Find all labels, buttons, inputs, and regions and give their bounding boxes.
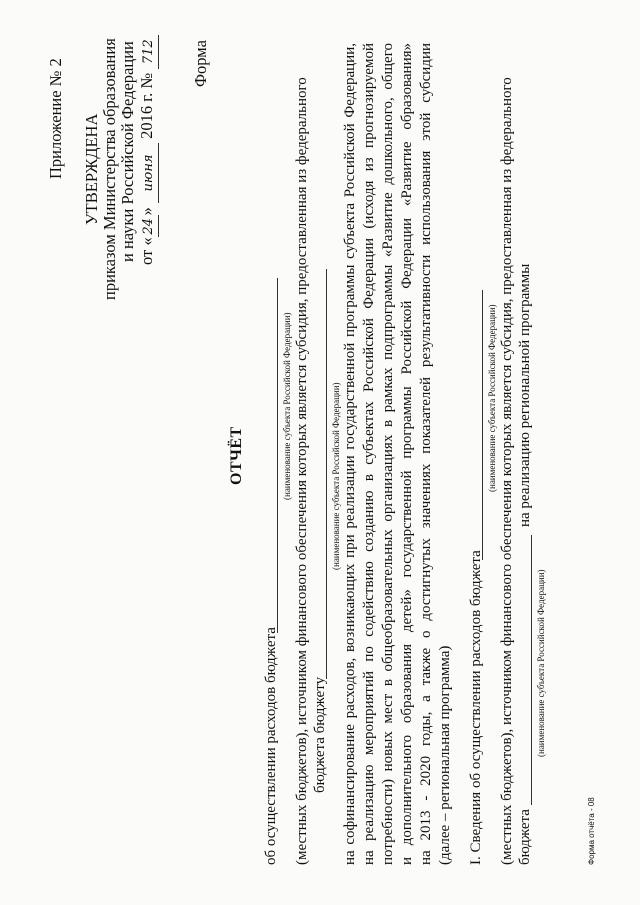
section-1-line-2: (местных бюджетов), источником финансового обеспечения которых является субсидия, предоставленная из федерального <box>499 77 515 865</box>
report-title: ОТЧЁТ <box>228 426 245 485</box>
form-footer-code: Форма отчёта - 08 <box>587 797 596 865</box>
date-month: июня <box>140 143 159 203</box>
order-line-1: приказом Министерства образования <box>100 38 119 300</box>
report-paragraph-line-4: и дополнительного образования детей» государственной программы Российской Федерации «Развитие образования» <box>399 43 415 865</box>
blank-line-4 <box>531 535 532 805</box>
appendix-label: Приложение № 2 <box>46 58 65 179</box>
order-line-2: и науки Российской Федерации <box>118 41 137 262</box>
report-line-2: (местных бюджетов), источником финансового обеспечения которых является субсидия, предоставленная из федерального <box>294 77 310 865</box>
date-prefix: от « <box>137 237 156 265</box>
caption-1: (наименование субъекта Российской Федерации) <box>282 312 292 500</box>
report-paragraph-line-5: на 2013 - 2020 годы, а также о достигнутых значениях показателей результативности использования этой субсидии <box>418 43 434 865</box>
section-1-title: I. Сведения об осуществлении расходов бюджета <box>468 550 484 865</box>
report-line-1: об осуществлении расходов бюджета <box>263 627 279 865</box>
report-paragraph-line-2: на реализацию мероприятий по содействию созданию в субъектах Российской Федерации (исходя из прогнозируемой <box>361 43 377 865</box>
blank-line-3 <box>482 290 483 560</box>
caption-4: (наименование субъекта Российской Федерации) <box>536 569 546 757</box>
blank-line-1 <box>277 278 278 633</box>
section-1-line-3b: на реализацию региональной программы <box>517 263 533 527</box>
order-date-line <box>138 35 159 265</box>
report-paragraph-line-1: на софинансирование расходов, возникающих при реализации государственной программы субъекта Российской Федерации, <box>342 43 358 865</box>
section-1-line-3a: бюджета <box>517 809 533 865</box>
caption-2: (наименование субъекта Российской Федерации) <box>331 382 341 570</box>
caption-3: (наименование субъекта Российской Федерации) <box>487 304 497 492</box>
date-year: 2016 г. № <box>137 72 156 139</box>
approved-label: УТВЕРЖДЕНА <box>82 113 101 225</box>
order-number: 712 <box>140 35 159 69</box>
date-day: 24 <box>140 215 159 237</box>
form-label: Форма <box>191 40 210 87</box>
report-line-3: бюджета бюджету <box>312 676 328 793</box>
date-mid: » <box>137 207 156 216</box>
report-paragraph-line-6: (далее – региональная программа) <box>437 645 453 865</box>
report-paragraph-line-3: потребности) новых мест в общеобразовательных организациях в рамках подпрограммы «Развитие дошкольного, общего <box>380 43 396 865</box>
blank-line-2 <box>326 269 327 679</box>
